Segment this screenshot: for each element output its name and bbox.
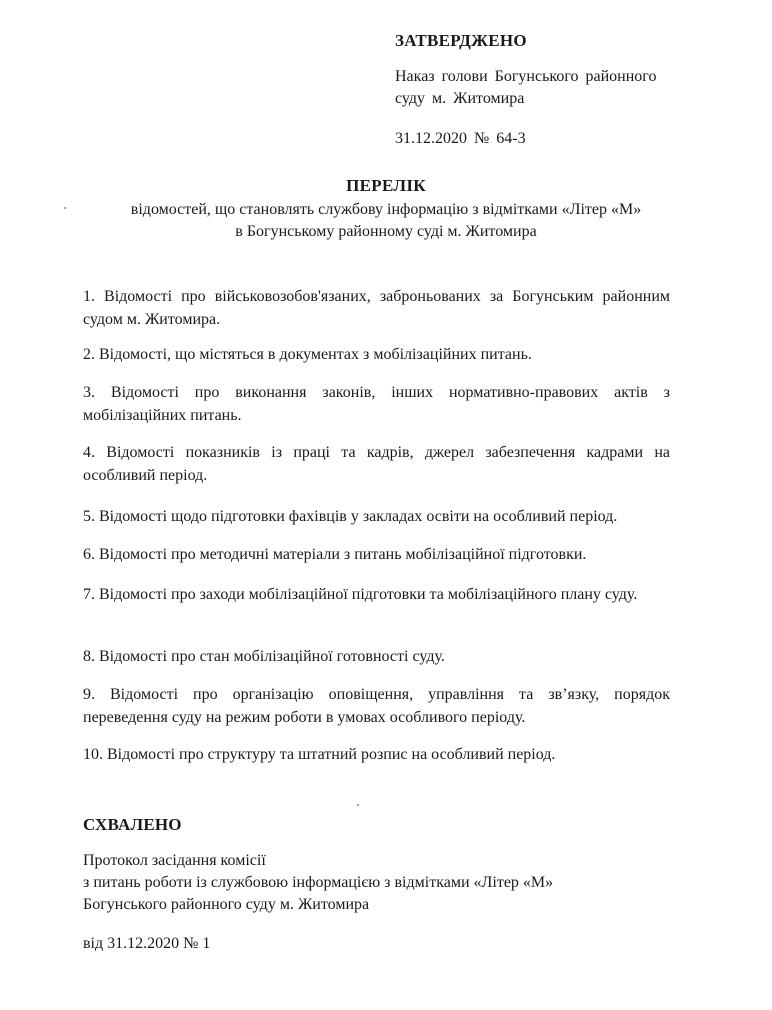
approval-heading: ЗАТВЕРДЖЕНО	[395, 31, 527, 50]
approval-order-line-2: суду м. Житомира	[395, 90, 525, 107]
approval-order-line-1: Наказ голови Богунського районного	[395, 68, 657, 85]
list-subtitle-line-1: відомостей, що становлять службову інформацію з відмітками «Літер «М»	[130, 201, 642, 218]
list-item-3: 3. Відомості про виконання законів, інших нормативно-правових актів з мобілізаційних питань.	[83, 384, 670, 424]
endorsement-date-number: від 31.12.2020 № 1	[83, 935, 211, 952]
list-item-7: 7. Відомості про заходи мобілізаційної підготовки та мобілізаційного плану суду.	[83, 586, 638, 603]
approval-date-number: 31.12.2020 № 64-3	[395, 130, 526, 147]
list-item-2: 2. Відомості, що містяться в документах з мобілізаційних питань.	[83, 346, 532, 363]
endorsement-heading: СХВАЛЕНО	[83, 815, 182, 834]
list-item-10: 10. Відомості про структуру та штатний розпис на особливий період.	[83, 746, 556, 763]
scan-speck	[357, 804, 359, 806]
endorsement-line-3: Богунського районного суду м. Житомира	[83, 896, 370, 913]
list-item-4: 4. Відомості показників із праці та кадрів, джерел забезпечення кадрами на особливий період.	[83, 444, 670, 484]
list-title: ПЕРЕЛІК	[346, 176, 426, 195]
endorsement-line-2: з питань роботи із службовою інформацією з відмітками «Літер «М»	[83, 874, 554, 891]
list-item-6: 6. Відомості про методичні матеріали з питань мобілізаційної підготовки.	[83, 546, 587, 563]
scan-speck	[64, 207, 66, 209]
list-item-9: 9. Відомості про організацію оповіщення, управління та зв’язку, порядок переведення суду на режим роботи в умовах особливого періоду.	[83, 686, 670, 726]
list-item-8: 8. Відомості про стан мобілізаційної готовності суду.	[83, 648, 445, 665]
list-item-5: 5. Відомості щодо підготовки фахівців у закладах освіти на особливий період.	[83, 508, 618, 525]
list-subtitle-line-2: в Богунському районному суді м. Житомира	[235, 223, 537, 240]
list-item-1: 1. Відомості про військовозобов'язаних, заброньованих за Богунським районним судом м. Житомира.	[83, 288, 670, 328]
endorsement-line-1: Протокол засідання комісії	[83, 852, 266, 869]
